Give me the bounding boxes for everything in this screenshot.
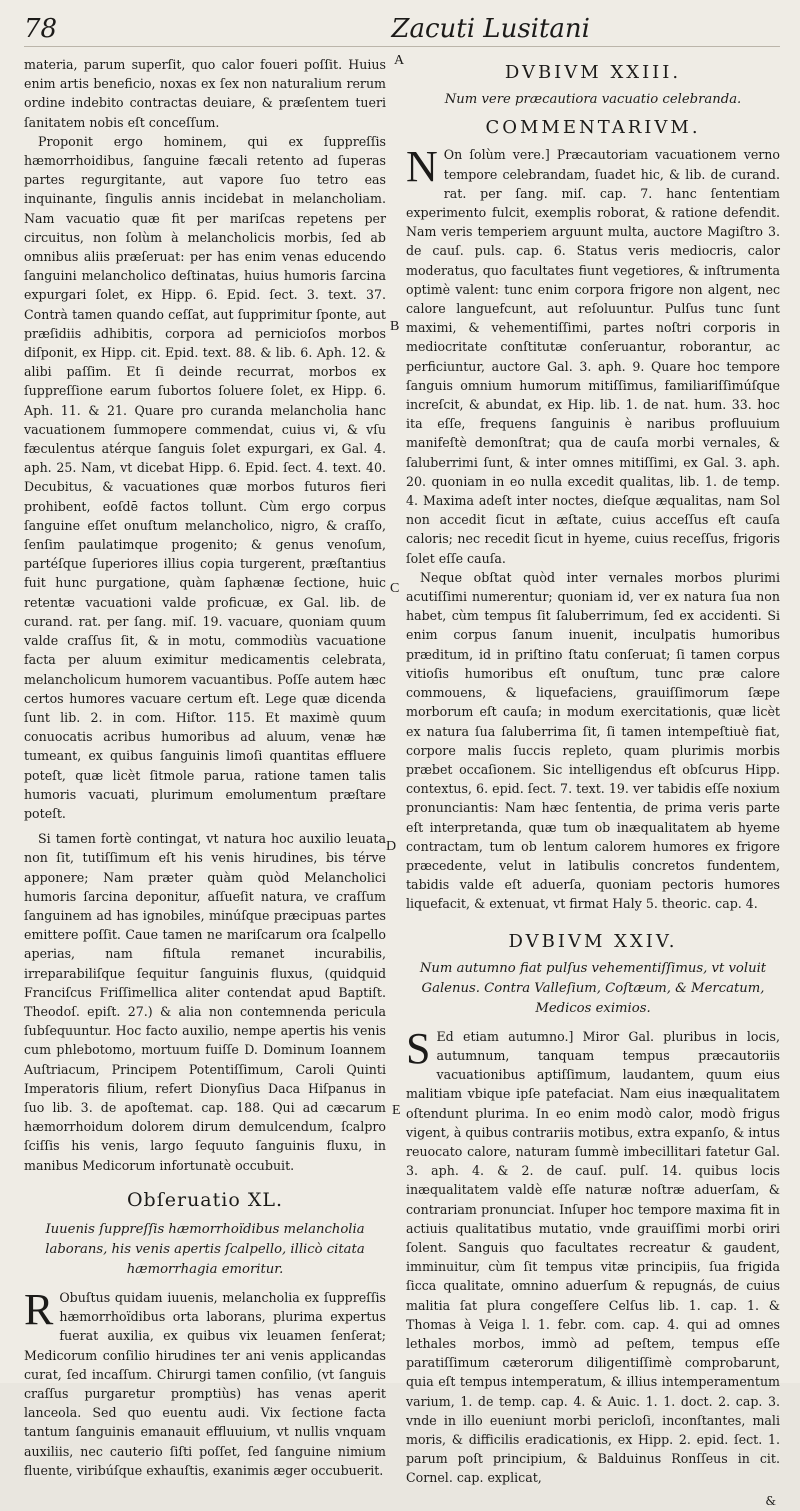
- page-number: 78: [24, 14, 58, 44]
- left-paragraph-3: Si tamen fortè contingat, vt natura hoc auxilio leuata non ſit, tutiſſimum eſt his venis hirudines, bis térve apponere; Nam præter quàm quòd Melancholici humoris ſarcina deponitur, aſſueſit natura, ve craſſum ſanguinem ad has ignobiles, minúſque præcipuas partes emittere poſſit. Caue tamen ne mariſcarum ora ſcalpello aperias, nam fiſtula remanet incurabilis, irreparabiliſque ſequitur ſanguinis fluxus, (quidquid Franciſcus Friſſimellica aliter contendat apud Baptiſt. Theodoſ. epiſt. 27.) & alia non contemnenda pericula ſubſequuntur. Hoc facto auxilio, nempe apertis his venis cum phlebotomo, mortuum fuiſſe D. Dominum Ioannem Auſtriacum, Principem Potentiſſimum, Caroli Quinti Imperatoris filium, refert Dionyſius Daca Hiſpanus in ſuo lib. 3. de apoſtemat. cap. 188. Qui ad cæcarum hæmorrhoidum dolorem dirum demulcendum, ſcalpro ſciſſis his venis, largo ſequuto ſanguinis fluxu, in manibus Medicorum infortunatè occubuit.: [24, 831, 386, 1173]
- two-column-body: [24, 55, 780, 1511]
- left-paragraph-1: materia, parum superſit, quo calor foueri poſſit. Huius enim artis beneficio, noxas ex ſex non naturalium rerum ordine indebito contractas deuiare, & præſentem tueri ſanitatem nobis eſt conceſſum.: [24, 57, 386, 130]
- right-paragraph-2: Neque obſtat quòd inter vernales morbos plurimi acutiſſimi numerentur; quoniam id, ver ex natura ſua non habet, cùm tempus ſit ſaluberrimum, ſed ex accidenti. Si enim corpus ſanum inuenit, inculpatis humoribus præditum, id in priſtino ſtatu conſeruat; ſi tamen corpus vitioſis humoribus eſt onuſtum, tunc præ calore commouens, & liquefaciens, grauiſſimorum ſæpe morborum eſt cauſa; in modum exercitationis, quæ licèt ex natura ſua ſaluberrima ſit, ſi tamen intempeſtiuè fiat, corpore malis ſuccis repleto, quam plurimis morbis præbet occaſionem. Sic intelligendus eſt obſcurus Hipp. contextus, 6. epid. ſect. 7. text. 19. ver tabidis eſſe noxium pronunciantis: Nam hæc ſententia, de prima veris parte eſt interpretanda, quæ tum ob inæqualitatem ab hyeme contractam, tum ob lentum calorem humores ex frigore præcedente, velut in latibulis concretos fundentem, tabidis valde eſt aduerſa, quoniam pectoris humores liquefacit, & extenuat, vt firmat Haly 5. theoric. cap. 4.: [406, 569, 780, 912]
- observation-heading: Obſeruatio XL.: [126, 1188, 284, 1211]
- commentarium-heading: COMMENTARIVM.: [485, 117, 701, 139]
- margin-marker-d: D: [386, 839, 397, 854]
- right-column: [386, 53, 780, 1511]
- drop-cap-n: N: [406, 142, 438, 192]
- right-paragraph-1-text: On ſolùm vere.] Præcautoriam vacuationem verno tempore celebrandam, ſuadet hic, & lib. de curand. rat. per ſang. miſ. cap. 7. hanc ſententiam experimento fulcit, exemplis roborat, & ratione defendit. Nam veris temperiem arguunt multa, auctore Magiſtro 3. de cauſ. puls. cap. 6. Status veris mediocris, calor moderatus, quo facultates fiunt vegetiores, & inſtrumenta optimè valent: tunc enim corpora frigore non algent, nec calore languefcunt, aut reſoluuntur. Pulſus tunc ſunt maximi, & vehementiſſimi, partes noſtri corporis in mediocritate conſtitutæ conſeruantur, roborantur, ac perficiuntur, auctore Gal. 3. aph. 9. Quare hoc tempore ſanguis omnium humorum mitiſſimus, familiariſſimúſque increſcit, & abundat, ex Hip. lib. 1. de nat. hum. 33. hoc ita eſſe, frequens ſanguinis è naribus profluuium manifeſtè demonſtrat; qua de cauſa morbi vernales, & ſaluberrimi ſunt, & inter omnes mitiſſimi, ex Gal. 3. aph. 20. quoniam in eo nulla excedit qualitas, lib. 1. de temp. 4. Maxima adeſt inter noctes, dieſque æqualitas, nam Sol non accedit ſicut in æſtate, cuius acceſſus eſt cauſa caloris; nec recedit ſicut in hyeme, cuius receſſus, frigoris ſolet eſſe cauſa.: [406, 147, 780, 566]
- catchword: &: [765, 1493, 776, 1508]
- right-paragraph-1: [406, 142, 780, 567]
- drop-cap-s: S: [406, 1023, 431, 1073]
- margin-marker-e: E: [392, 1103, 401, 1118]
- margin-marker-a: A: [394, 53, 405, 68]
- observation-subheading: Iuuenis ſuppreſſis hæmorrhoïdibus melancholia laborans, his venis apertis ſcalpello, illicò citata hæmorrhagia emoritur.: [45, 1221, 365, 1277]
- left-column: [24, 55, 397, 1511]
- dubium-23-heading: DVBIVM XXIII.: [504, 62, 682, 83]
- left-paragraph-4: [24, 1284, 386, 1480]
- running-title: Zacuti Lusitani: [391, 14, 590, 44]
- left-paragraph-4-text: Obuſtus quidam iuuenis, melancholia ex ſuppreſſis hæmorrhoïdibus orta laborans, plurima expertus fuerat auxilia, ex quibus vix leuamen ſenſerat; Medicorum conſilio hirudines ter ani venis applicandas curat, ſed incaſſum. Chirurgi tamen conſilio, (vt ſanguis craſſus purgaretur promptiùs) has venas aperit lanceola. Sed quo euentu audi. Vix ſectione facta tantum ſanguinis emanauit effluuium, vt nullis vnquam auxiliis, nec cauterio ſiſti poſſet, ſed ſanguine nimium fluente, viribúſque exhauſtis, exanimis æger occubuerit.: [24, 1289, 386, 1478]
- dubium-24-subheading: Num autumno fiat pulſus vehementiſſimus, vt voluit Galenus. Contra Valleſium, Coſtæum, & Mercatum, Medicos eximios.: [419, 960, 767, 1016]
- right-paragraph-3: [406, 1023, 780, 1488]
- dubium-23-subheading: Num vere præcautiora vacuatio celebranda.: [444, 92, 742, 108]
- right-paragraph-3-text: Ed etiam autumno.] Miror Gal. pluribus in locis, autumnum, tanquam tempus præcautoriis vacuationibus aptiſſimum, laudantem, quum eius malitiam vbique ipſe patefaciat. Nam eius inæqualitatem oſtendunt plurima. In eo enim modò calor, modò frigus vigent, à quibus contrariis motibus, extra expanſo, & intus reuocato calore, naturam ſummè imbecillitari fatetur Gal. 3. aph. 4. & 2. de cauſ. pulſ. 14. quibus locis inæqualitatem valdè eſſe naturæ noſtræ aduerſam, & contrariam pronunciat. Inſuper hoc tempore maxima fit in actiuis qualitatibus mutatio, vnde grauiſſimi morbi oriri ſolent. Sanguis quo facultates recreatur & gaudent, imminuitur, cùm ſit tempus vitæ principiis, ſua frigida ſicca qualitate, omnino aduerſum & repugnás, de cuius malitia ſat plura congeſſere Celſus lib. 1. cap. 1. & Thomas à Veiga l. 1. febr. com. cap. 4. qui ad omnes lethales morbos, immò ad peſtem, tempus eſſe paratiſſimum cæterorum diligentiſſimè comprobarunt, quia eſt tempus intemperatum, & illius intemperamentum varium, 1. de temp. cap. 4. & Auic. 1. 1. doct. 2. cap. 3. vnde in illo eueniunt morbi pericloſi, inconſtantes, mali moris, & difficilis eradicationis, ex Hipp. 2. epid. ſect. 1. parum poſt principium, & Balduinus Ronſſeus in cit. Cornel. cap. explicat,: [406, 1028, 780, 1486]
- drop-cap-r: R: [24, 1284, 54, 1334]
- left-paragraph-2: Proponit ergo hominem, qui ex ſuppreſſis hæmorrhoidibus, ſanguine fæcali retento ad ſuperas partes regurgitante, aut vapore ſuo tetro eas inquinante, ſingulis annis incidebat in melancholiam. Nam vacuatio quæ fit per mariſcas repetens per circuitus, non ſolùm à melancholicis morbis, ſed ab omnibus aliis præſeruat: per has enim venas educendo ſanguini melancholico deſtinatas, huius humoris ſarcina expurgari ſolet, ex Hipp. 6. Epid. ſect. 3. text. 37. Contrà tamen quando ceſſat, aut ſupprimitur ſponte, aut præſidiis adhibitis, corpora ad pernicioſos morbos diſponit, ex Hipp. cit. Epid. text. 88. & lib. 6. Aph. 12. & alibi paſſim. Et ſi deinde recurrat, morbos ex ſuppreſſione earum ſubortos ſoluere ſolet, ex Hipp. 6. Aph. 11. & 21. Quare pro curanda melancholia hanc vacuationem ſummopere commendat, cuius vi, & vſu fæculentus atérque ſanguis ſolet expurgari, ex Gal. 4. aph. 25. Nam, vt dicebat Hipp. 6. Epid. ſect. 4. text. 40. Decubitus, & vacuationes quæ morbos futuros fieri prohibent, eoſdē factos tollunt. Cùm ergo corpus ſanguine eſſet onuſtum melancholico, nigro, & craſſo, ſenſim paulatimque progenito; & genus venoſum, partéſque ſuperiores illius copia turgerent, præſtantius fuit hunc purgatione, quàm ſaphænæ ſectione, huic retentæ vacuationi valde proficuæ, ex Gal. lib. de curand. rat. per ſang. miſ. 19. vacuare, quoniam quum valde craſſus ſit, & in motu, commodiùs vacuatione facta per aluum eximitur medicamentis celebrata, melancholicum humorem vacuantibus. Poſſe autem hæc certos humores vacuare certum eſt. Lege quæ dicenda ſunt lib. 2. in com. Hiſtor. 115. Et maximè quum conuocatis acribus humoribus ad aluum, venæ hæ tumeant, ex quibus ſanguinis limoſi quantitas effluere poteſt, quæ licèt ſitmole parua, ratione tamen talis humoris vacuati, plurimum emolumentum præſtare poteſt.: [24, 133, 386, 821]
- margin-marker-b: B: [390, 319, 400, 334]
- running-header: [24, 14, 780, 47]
- margin-marker-c: C: [390, 581, 400, 596]
- dubium-24-heading: DVBIVM XXIV.: [508, 930, 678, 952]
